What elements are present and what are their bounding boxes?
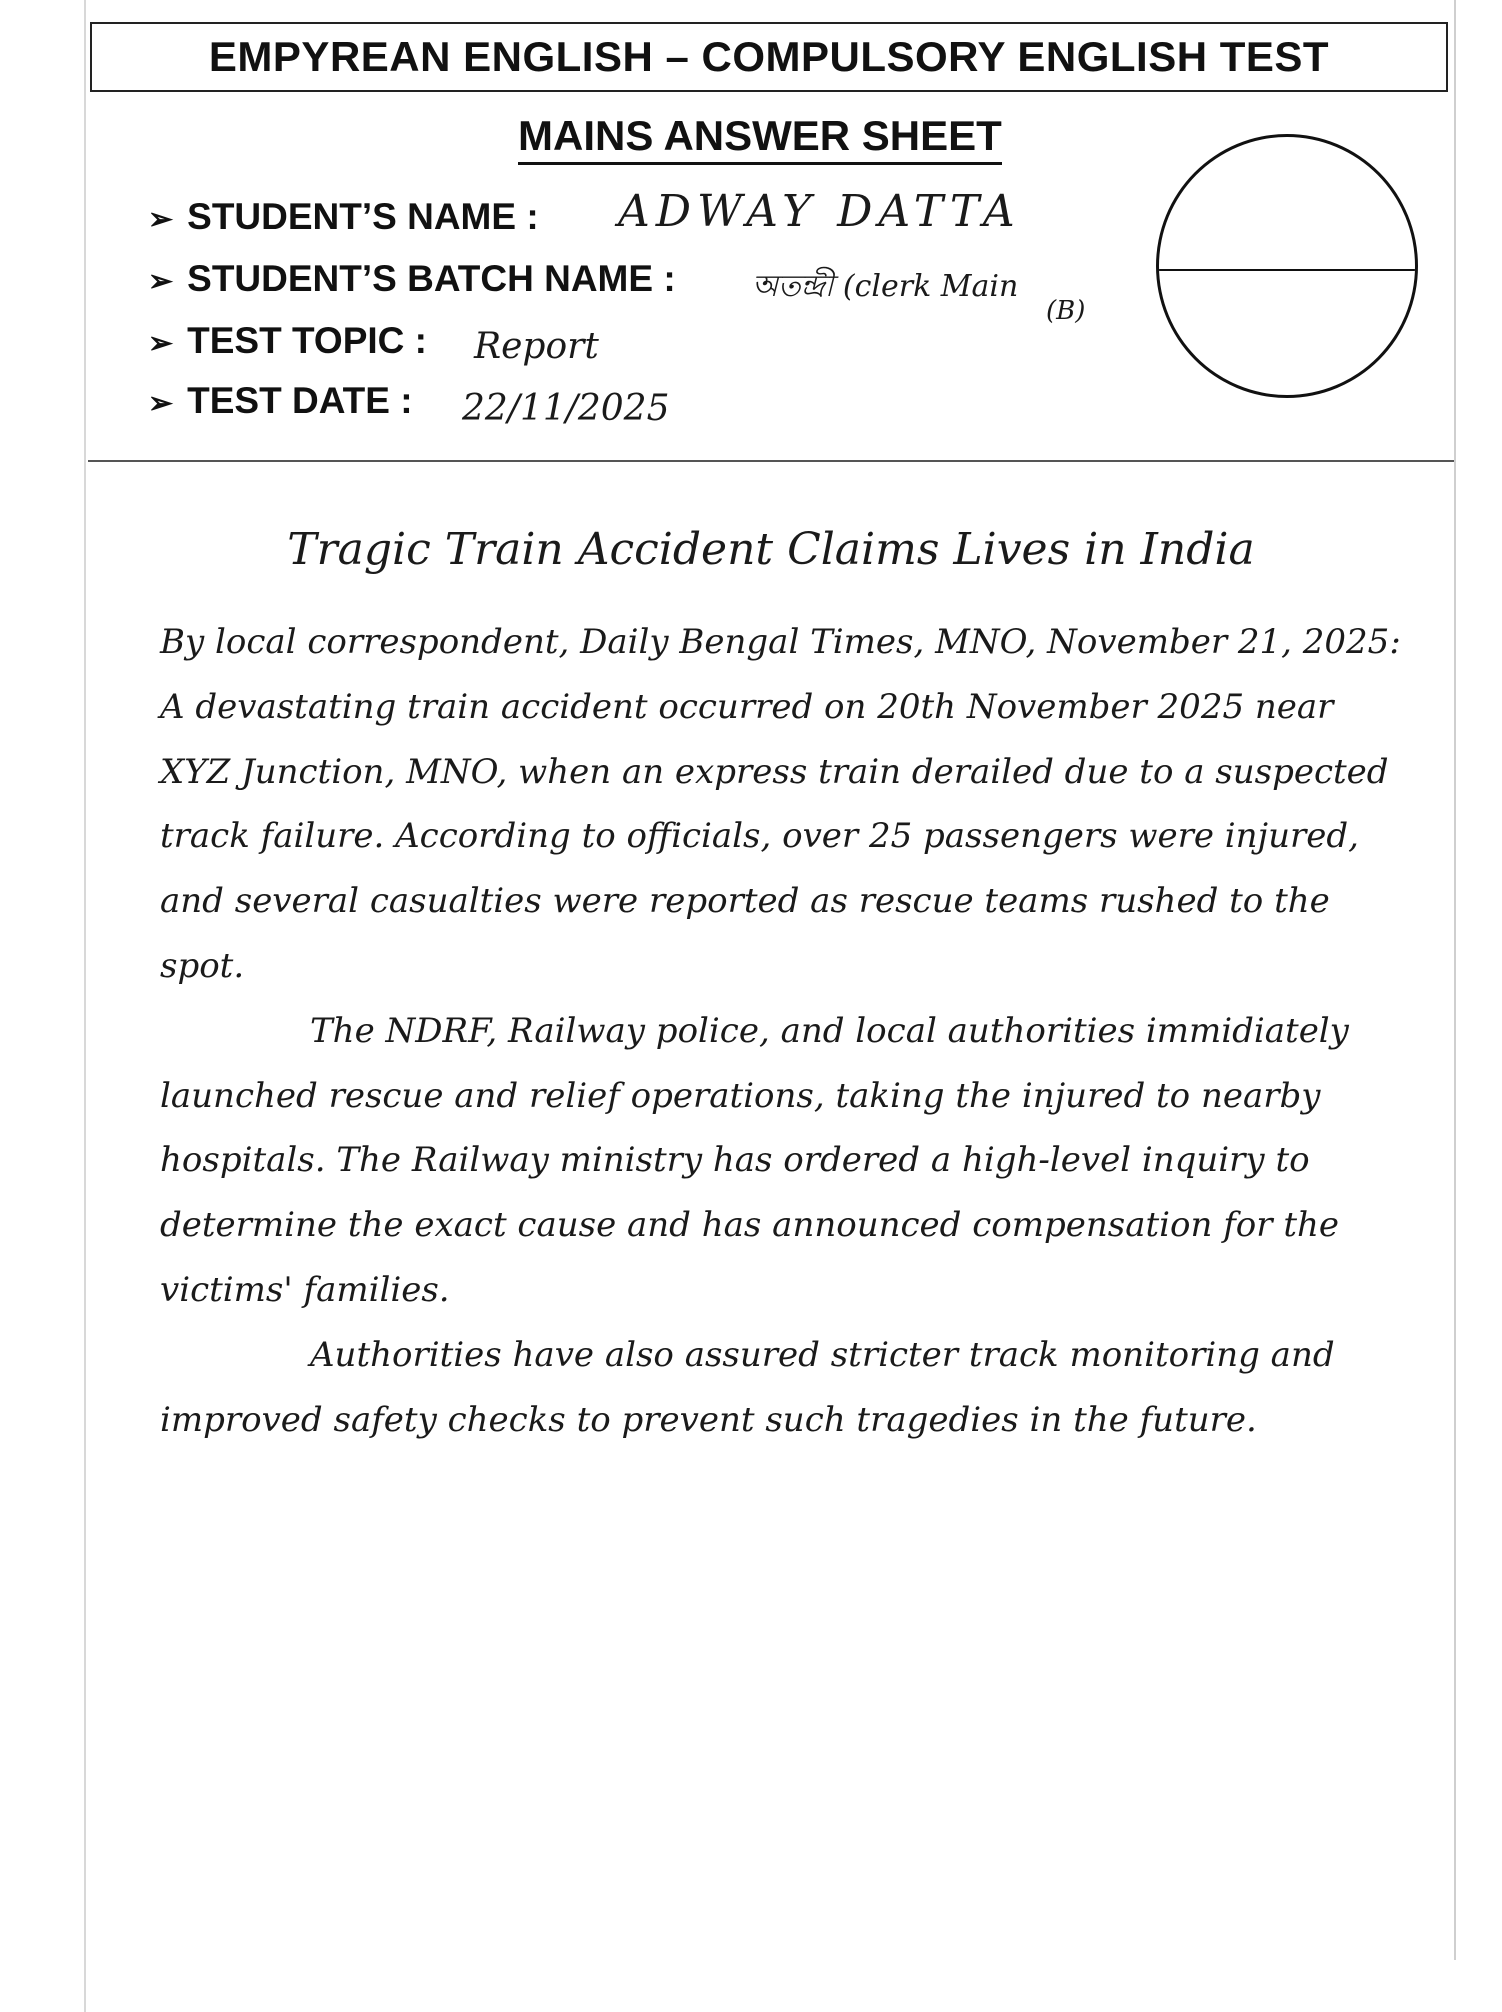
test-title: EMPYREAN ENGLISH – COMPULSORY ENGLISH TEST: [208, 33, 1330, 80]
page-edge-left: [84, 0, 86, 2012]
page-edge-right: [1454, 0, 1456, 1960]
batch-name-value: অতন্দ্রী (clerk Main: [752, 269, 1019, 304]
test-topic-value: Report: [474, 326, 599, 367]
batch-name-label: STUDENT’S BATCH NAME :: [187, 258, 676, 299]
test-title-box: [90, 22, 1448, 92]
marks-circle: [1156, 134, 1418, 398]
arrow-bullet-icon: ➢: [148, 387, 174, 420]
marks-divider-line: [1159, 269, 1415, 271]
arrow-bullet-icon: ➢: [148, 327, 174, 360]
student-name-label: STUDENT’S NAME :: [187, 196, 539, 237]
batch-name-field: [148, 258, 676, 300]
batch-name-subvalue: (B): [1046, 296, 1086, 326]
test-date-value: 22/11/2025: [462, 388, 670, 429]
arrow-bullet-icon: ➢: [148, 203, 174, 236]
essay-body: [160, 610, 1410, 1452]
essay-paragraph-2: The NDRF, Railway police, and local authorities immidiately launched rescue and relief operations, taking the injured to nearby hospitals. The Railway ministry has ordered a high-level inquiry to determine the exact cause and has announced compensation for the victims' families.: [160, 1010, 1349, 1310]
test-date-field: [148, 380, 413, 422]
test-topic-label: TEST TOPIC :: [187, 320, 427, 361]
student-name-field: [148, 196, 539, 238]
answer-sheet-heading: MAINS ANSWER SHEET: [518, 112, 1002, 165]
test-topic-field: [148, 320, 427, 362]
student-name-value: ADWAY DATTA: [618, 186, 1021, 237]
essay-title: Tragic Train Accident Claims Lives in India: [287, 524, 1255, 575]
header-divider: [88, 460, 1454, 462]
essay-paragraph-3: Authorities have also assured stricter track monitoring and improved safety checks to prevent such tragedies in the future.: [160, 1334, 1335, 1440]
test-date-label: TEST DATE :: [187, 380, 413, 421]
arrow-bullet-icon: ➢: [148, 265, 174, 298]
essay-paragraph-1: By local correspondent, Daily Bengal Times, MNO, November 21, 2025: A devastating train accident occurred on 20th November 2025 near XYZ Junction, MNO, when an express train derailed due to a suspected track failure. According to officials, over 25 passengers were injured, and several casualties were reported as rescue teams rushed to the spot.: [160, 622, 1401, 986]
